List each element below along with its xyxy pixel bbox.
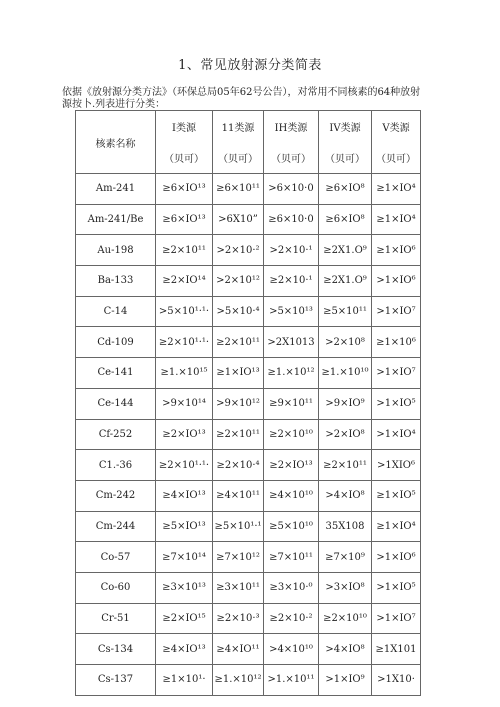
nuclide-name-cell: Ce-141 [76,358,156,389]
activity-threshold-cell: ≥2×IO¹⁵ [156,603,213,634]
activity-threshold-cell: ≥3×10¹³ [156,572,213,603]
table-row [76,296,421,327]
activity-threshold-cell: ≥3×10·⁰ [264,572,319,603]
table-row [76,174,421,205]
activity-threshold-cell: ≥4×IO¹³ [156,480,213,511]
activity-threshold-cell: ≥2×10·³ [213,603,264,634]
activity-threshold-cell: >1×IO⁵ [372,388,421,419]
activity-threshold-cell: >9×IO⁹ [319,388,372,419]
activity-threshold-cell: >9×10¹² [213,388,264,419]
nuclide-name-cell: Ba-133 [76,266,156,297]
activity-threshold-cell: >2×IO⁸ [319,419,372,450]
table-row [76,327,421,358]
activity-threshold-cell: ≥6×10·0 [264,204,319,235]
class-label: V类源 [382,123,410,134]
activity-threshold-cell: >1×IO⁷ [372,603,421,634]
nuclide-name-cell: Au-198 [76,235,156,266]
activity-threshold-cell: ≥2×IO¹³ [156,419,213,450]
activity-threshold-cell: ≥5×10¹⁰ [264,511,319,542]
activity-threshold-cell: >2X1013 [264,327,319,358]
radiation-source-classification-table [75,110,421,696]
nuclide-name-cell: Am-241 [76,174,156,205]
activity-threshold-cell: >5×10¹·¹· [156,296,213,327]
table-row [76,665,421,696]
activity-threshold-cell: >1×IO⁹ [319,665,372,696]
unit-label: （贝可） [218,154,258,165]
activity-threshold-cell: >1X10· [372,665,421,696]
activity-threshold-cell: ≥2X1.O⁹ [319,266,372,297]
activity-threshold-cell: 35X108 [319,511,372,542]
class-label: 11类源 [221,123,255,134]
activity-threshold-cell: ≥7×10⁹ [319,542,372,573]
activity-threshold-cell: >6×10·0 [264,174,319,205]
table-row [76,266,421,297]
nuclide-name-cell: Cr-51 [76,603,156,634]
header-class-4 [319,111,372,174]
activity-threshold-cell: ≥1×IO⁶ [372,235,421,266]
activity-threshold-cell: ≥5×10¹¹ [319,296,372,327]
activity-threshold-cell: ≥6×10¹¹ [213,174,264,205]
activity-threshold-cell: ≥2×IO¹⁴ [156,266,213,297]
activity-threshold-cell: ≥1×IO¹³ [213,358,264,389]
header-class-2 [213,111,264,174]
intro-paragraph: 依据《放射源分类方法》（环保总局05年62号公告），对常用不同核素的64种放射源按卜.列表进行分类： [62,87,421,110]
nuclide-name-cell: Cd-109 [76,327,156,358]
header-class-3 [264,111,319,174]
table-body [76,174,421,696]
activity-threshold-cell: >9×10¹⁴ [156,388,213,419]
activity-threshold-cell: ≥2×10¹·¹· [156,450,213,481]
activity-threshold-cell: ≥5×10¹·¹ [213,511,264,542]
table-row [76,542,421,573]
activity-threshold-cell: >1×IO⁴ [372,419,421,450]
nuclide-name-cell: Cm-244 [76,511,156,542]
activity-threshold-cell: ≥2×10·⁴ [213,450,264,481]
activity-threshold-cell: ≥7×10¹¹ [264,542,319,573]
nuclide-name-cell: C1.-36 [76,450,156,481]
activity-threshold-cell: ≥4×IO¹¹ [213,634,264,665]
activity-threshold-cell: ≥7×10¹² [213,542,264,573]
unit-label: （贝可） [376,154,416,165]
activity-threshold-cell: >4×IO⁸ [319,634,372,665]
table-row [76,450,421,481]
activity-threshold-cell: ≥6×IO⁸ [319,204,372,235]
activity-threshold-cell: ≥2×10¹·¹· [156,327,213,358]
class-label: IV类源 [329,123,361,134]
activity-threshold-cell: >2×10¹² [213,266,264,297]
header-class-5 [372,111,421,174]
document-title: 1、常见放射源分类简表 [178,58,322,73]
activity-threshold-cell: >1XIO⁶ [372,450,421,481]
activity-threshold-cell: >5×10¹³ [264,296,319,327]
activity-threshold-cell: ≥4×IO¹³ [156,634,213,665]
activity-threshold-cell: >2×10·² [213,235,264,266]
activity-threshold-cell: ≥6×IO⁸ [319,174,372,205]
activity-threshold-cell: >2×10·¹ [264,235,319,266]
table-row [76,603,421,634]
nuclide-name-cell: Cm-242 [76,480,156,511]
nuclide-name-cell: Ce-144 [76,388,156,419]
activity-threshold-cell: ≥9×10¹¹ [264,388,319,419]
activity-threshold-cell: >1×IO⁶ [372,266,421,297]
activity-threshold-cell: ≥1×10¹· [156,665,213,696]
activity-threshold-cell: ≥2×10¹¹ [213,419,264,450]
activity-threshold-cell: ≥1.×10¹² [264,358,319,389]
table-row [76,480,421,511]
activity-threshold-cell: ≥1.×10¹⁵ [156,358,213,389]
unit-label: （贝可） [164,154,204,165]
class-label: IH类源 [274,123,308,134]
nuclide-name-cell: Cs-137 [76,665,156,696]
activity-threshold-cell: >6X10” [213,204,264,235]
activity-threshold-cell: >1×IO⁶ [372,542,421,573]
activity-threshold-cell: >1×IO⁷ [372,358,421,389]
table-row [76,235,421,266]
activity-threshold-cell: ≥1.×10¹⁰ [319,358,372,389]
activity-threshold-cell: ≥2×10·¹ [264,266,319,297]
activity-threshold-cell: ≥5×IO¹³ [156,511,213,542]
unit-label: （贝可） [271,154,311,165]
activity-threshold-cell: >1×IO⁵ [372,572,421,603]
activity-threshold-cell: ≥1.×10¹² [213,665,264,696]
header-nuclide-name: 核素名称 [76,111,156,174]
activity-threshold-cell: ≥1×IO⁵ [372,480,421,511]
unit-label: （贝可） [325,154,365,165]
nuclide-name-cell: Cf-252 [76,419,156,450]
activity-threshold-cell: ≥6×IO¹³ [156,174,213,205]
activity-threshold-cell: ≥3×10¹¹ [213,572,264,603]
activity-threshold-cell: ≥2X1.O⁹ [319,235,372,266]
activity-threshold-cell: ≥1×10⁶ [372,327,421,358]
header-class-1 [156,111,213,174]
activity-threshold-cell: >4×IO⁸ [319,480,372,511]
activity-threshold-cell: >4×10¹⁰ [264,634,319,665]
activity-threshold-cell: ≥2×IO¹³ [264,450,319,481]
activity-threshold-cell: >2×10⁸ [319,327,372,358]
table-row [76,511,421,542]
nuclide-name-cell: Am-241/Be [76,204,156,235]
activity-threshold-cell: >1.×10¹¹ [264,665,319,696]
activity-threshold-cell: ≥2×10¹¹ [319,450,372,481]
activity-threshold-cell: ≥1X101 [372,634,421,665]
table-row [76,204,421,235]
activity-threshold-cell: ≥2×10¹¹ [156,235,213,266]
table-header-row [76,111,421,174]
table-row [76,572,421,603]
activity-threshold-cell: ≥4×10¹⁰ [264,480,319,511]
nuclide-name-cell: Co-60 [76,572,156,603]
activity-threshold-cell: ≥2×10·² [264,603,319,634]
nuclide-name-cell: C-14 [76,296,156,327]
table-row [76,419,421,450]
activity-threshold-cell: >5×10·⁴ [213,296,264,327]
activity-threshold-cell: ≥1×IO⁴ [372,511,421,542]
nuclide-name-cell: Cs-134 [76,634,156,665]
activity-threshold-cell: ≥1×IO⁴ [372,204,421,235]
activity-threshold-cell: ≥2×10¹⁰ [319,603,372,634]
activity-threshold-cell: >1×IO⁷ [372,296,421,327]
table-row [76,358,421,389]
activity-threshold-cell: ≥4×10¹¹ [213,480,264,511]
nuclide-name-cell: Co-57 [76,542,156,573]
activity-threshold-cell: ≥1×IO⁴ [372,174,421,205]
activity-threshold-cell: ≥7×10¹⁴ [156,542,213,573]
activity-threshold-cell: ≥2×10¹⁰ [264,419,319,450]
activity-threshold-cell: ≥6×IO¹³ [156,204,213,235]
table-row [76,634,421,665]
activity-threshold-cell: ≥2×10¹¹ [213,327,264,358]
table-row [76,388,421,419]
activity-threshold-cell: >3×IO⁸ [319,572,372,603]
class-label: I类源 [172,123,196,134]
